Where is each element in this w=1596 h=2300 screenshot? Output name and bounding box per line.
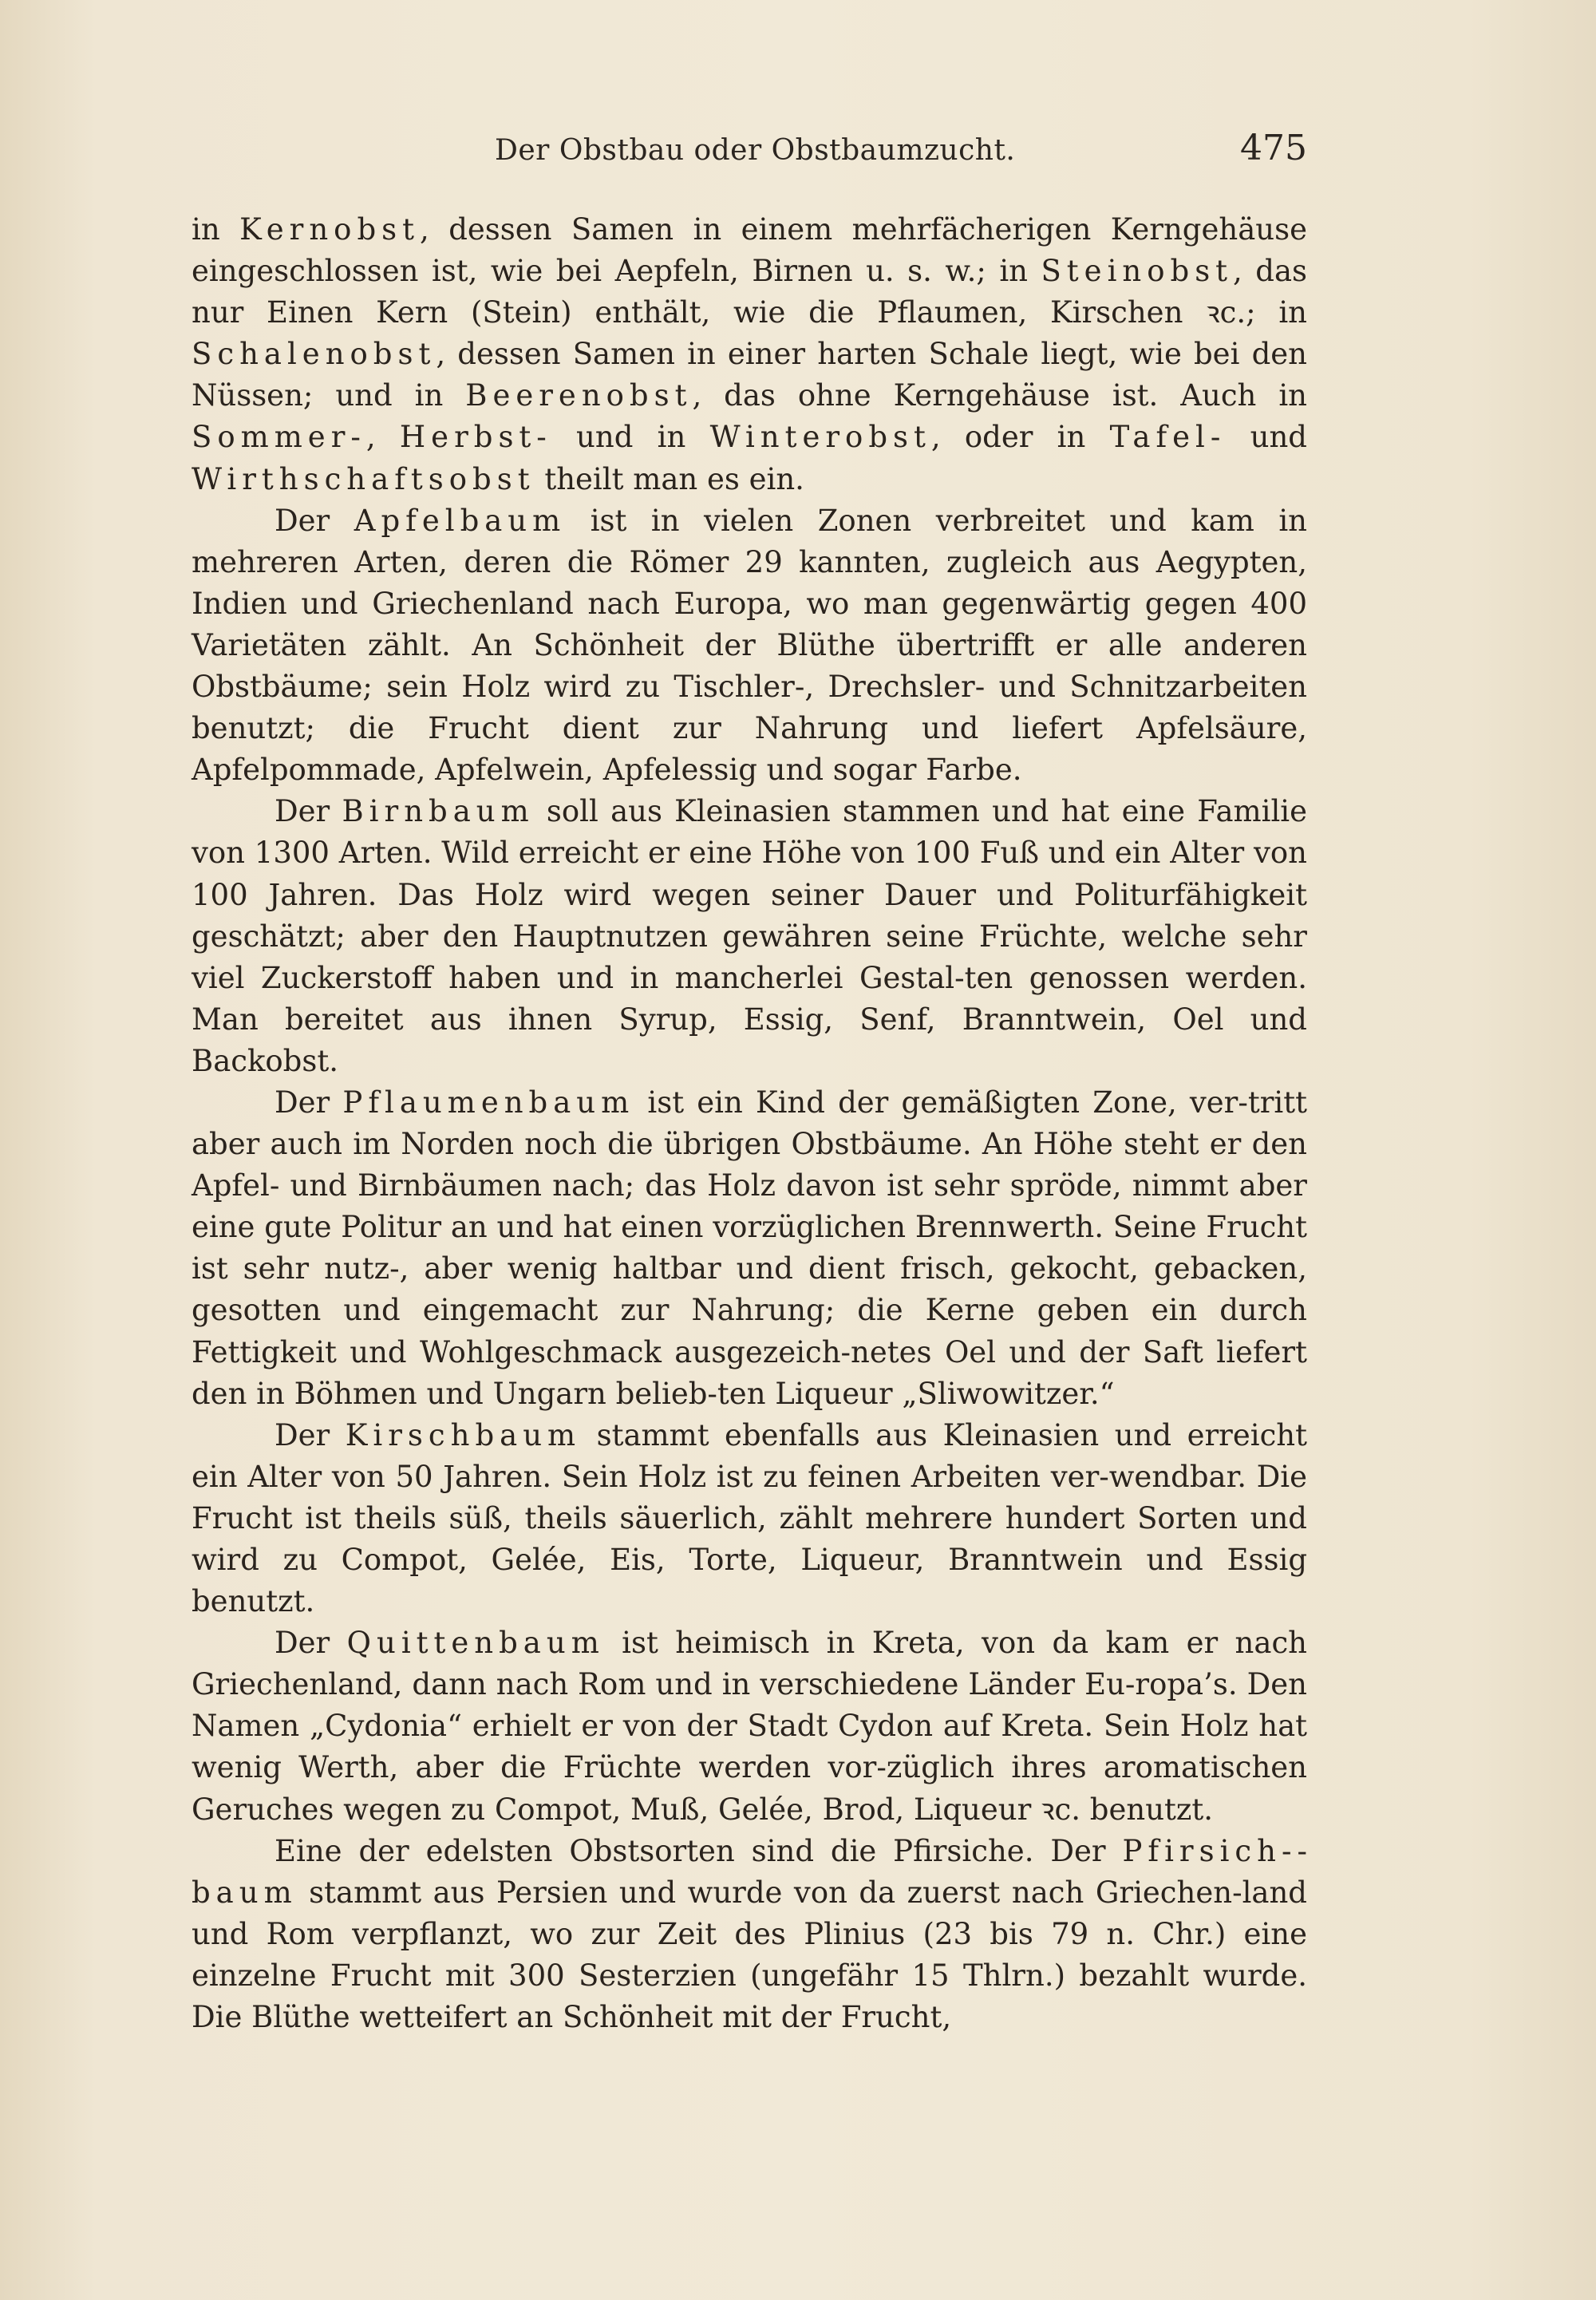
text-run: und in — [551, 420, 710, 455]
paragraph-quittenbaum — [192, 1622, 1307, 1830]
paragraph-apfelbaum — [192, 500, 1307, 792]
text-run: stammt ebenfalls aus Kleinasien und erreicht ein Alter von 50 Jahren. Sein Holz ist zu feinen Arbeiten ver-wendbar. Die Frucht ist theils süß, theils säuerlich, zählt mehrere hundert Sorten und wird zu Compot, Gelée, Eis, Torte, Liqueur, Branntwein und Essig benutzt. — [192, 1417, 1307, 1619]
emphasized-term: Schalenobst — [192, 337, 437, 372]
text-run: Eine der edelsten Obstsorten sind die Pfirsiche. Der — [275, 1833, 1123, 1868]
text-run: Der — [275, 794, 342, 829]
emphasized-term: Herbst- — [399, 420, 552, 455]
emphasized-term: Wirthschaftsobst — [192, 461, 535, 496]
emphasized-term: Beerenobst — [465, 378, 693, 413]
emphasized-term: Birnbaum — [342, 794, 535, 829]
text-run: ist heimisch in Kreta, von da kam er nach Griechenland, dann nach Rom und in verschiedene Länder Eu-ropa’s. Den Namen „Cydonia“ erhielt er von der Stadt Cydon auf Kreta. Sein Holz hat wenig Werth, aber die Früchte werden vor-züglich ihres aromatischen Geruches wegen zu Compot, Muß, Gelée, Brod, Liqueur ꝛc. benutzt. — [192, 1626, 1307, 1827]
text-run: Der — [275, 1417, 346, 1452]
emphasized-term: Kernobst — [239, 212, 420, 247]
text-run: , das ohne Kerngehäuse ist. Auch in — [692, 378, 1307, 413]
emphasized-term: Pfirsich-baum — [192, 1833, 1307, 1910]
text-run: und — [1226, 420, 1307, 455]
emphasized-term: Quittenbaum — [346, 1626, 605, 1661]
text-run: in — [192, 212, 240, 247]
text-run: theilt man es ein. — [535, 461, 804, 496]
text-run: , dessen Samen in einem mehrfächerigen Kerngehäuse eingeschlossen ist, wie bei Aepfeln, Birnen u. s. w.; in — [192, 212, 1307, 289]
text-run: , dessen Samen in einer harten Schale liegt, wie bei den Nüssen; und in — [192, 337, 1307, 413]
running-head: Der Obstbau oder Obstbaumzucht. — [495, 134, 1016, 167]
text-run: , — [365, 420, 400, 455]
text-run: Der — [275, 1626, 347, 1661]
text-run: , das nur Einen Kern (Stein) enthält, wie die Pflaumen, Kirschen ꝛc.; in — [192, 254, 1307, 330]
text-run: stammt aus Persien und wurde von da zuerst nach Griechen-land und Rom verpflanzt, wo zur Zeit des Plinius (23 bis 79 n. Chr.) eine einzelne Frucht mit 300 Sesterzien (ungefähr 15 Thlrn.) bezahlt wurde. Die Blüthe wetteifert an Schönheit mit der Frucht, — [192, 1875, 1307, 2035]
emphasized-term: Sommer- — [192, 420, 366, 455]
emphasized-term: Apfelbaum — [354, 503, 567, 538]
page-number: 475 — [1240, 128, 1307, 168]
text-run: ist ein Kind der gemäßigten Zone, ver-tritt aber auch im Norden noch die übrigen Obstbäume. An Höhe steht er den Apfel- und Birnbäumen nach; das Holz davon ist sehr spröde, nimmt aber eine gute Politur an und hat einen vorzüglichen Brennwerth. Seine Frucht ist sehr nutz-, aber wenig haltbar und dient frisch, gekocht, gebacken, gesotten und eingemacht zur Nahrung; die Kerne geben ein durch Fettigkeit und Wohlgeschmack ausgezeich-netes Oel und der Saft liefert den in Böhmen und Ungarn belieb-ten Liqueur „Sliwowitzer.“ — [192, 1085, 1307, 1411]
text-run: , oder in — [930, 420, 1110, 455]
emphasized-term: Kirschbaum — [345, 1417, 582, 1452]
body-text — [192, 209, 1307, 2038]
paragraph-birnbaum — [192, 791, 1307, 1082]
text-run: soll aus Kleinasien stammen und hat eine Familie von 1300 Arten. Wild erreicht er eine Höhe von 100 Fuß und ein Alter von 100 Jahren. Das Holz wird wegen seiner Dauer und Politurfähigkeit geschätzt; aber den Hauptnutzen gewähren seine Früchte, welche sehr viel Zuckerstoff haben und in mancherlei Gestal-ten genossen werden. Man bereitet aus ihnen Syrup, Essig, Senf, Branntwein, Oel und Backobst. — [192, 794, 1308, 1078]
text-run: ist in vielen Zonen verbreitet und kam in mehreren Arten, deren die Römer 29 kannten, zugleich aus Aegypten, Indien und Griechenland nach Europa, wo man gegenwärtig gegen 400 Varietäten zählt. An Schönheit der Blüthe übertrifft er alle anderen Obstbäume; sein Holz wird zu Tischler-, Drechsler- und Schnitzarbeiten benutzt; die Frucht dient zur Nahrung und liefert Apfelsäure, Apfelpommade, Apfelwein, Apfelessig und sogar Farbe. — [192, 503, 1307, 788]
emphasized-term: Pflaumenbaum — [342, 1085, 635, 1120]
paragraph-kirschbaum — [192, 1415, 1307, 1622]
emphasized-term: Steinobst — [1041, 254, 1234, 289]
paragraph-obst-classification — [192, 209, 1307, 500]
paragraph-pfirsichbaum — [192, 1831, 1307, 2038]
emphasized-term: Tafel- — [1109, 420, 1227, 455]
paragraph-pflaumenbaum — [192, 1082, 1307, 1415]
text-run: Der — [275, 1085, 343, 1120]
emphasized-term: Winterobst — [709, 420, 931, 455]
text-run: Der — [275, 503, 354, 538]
